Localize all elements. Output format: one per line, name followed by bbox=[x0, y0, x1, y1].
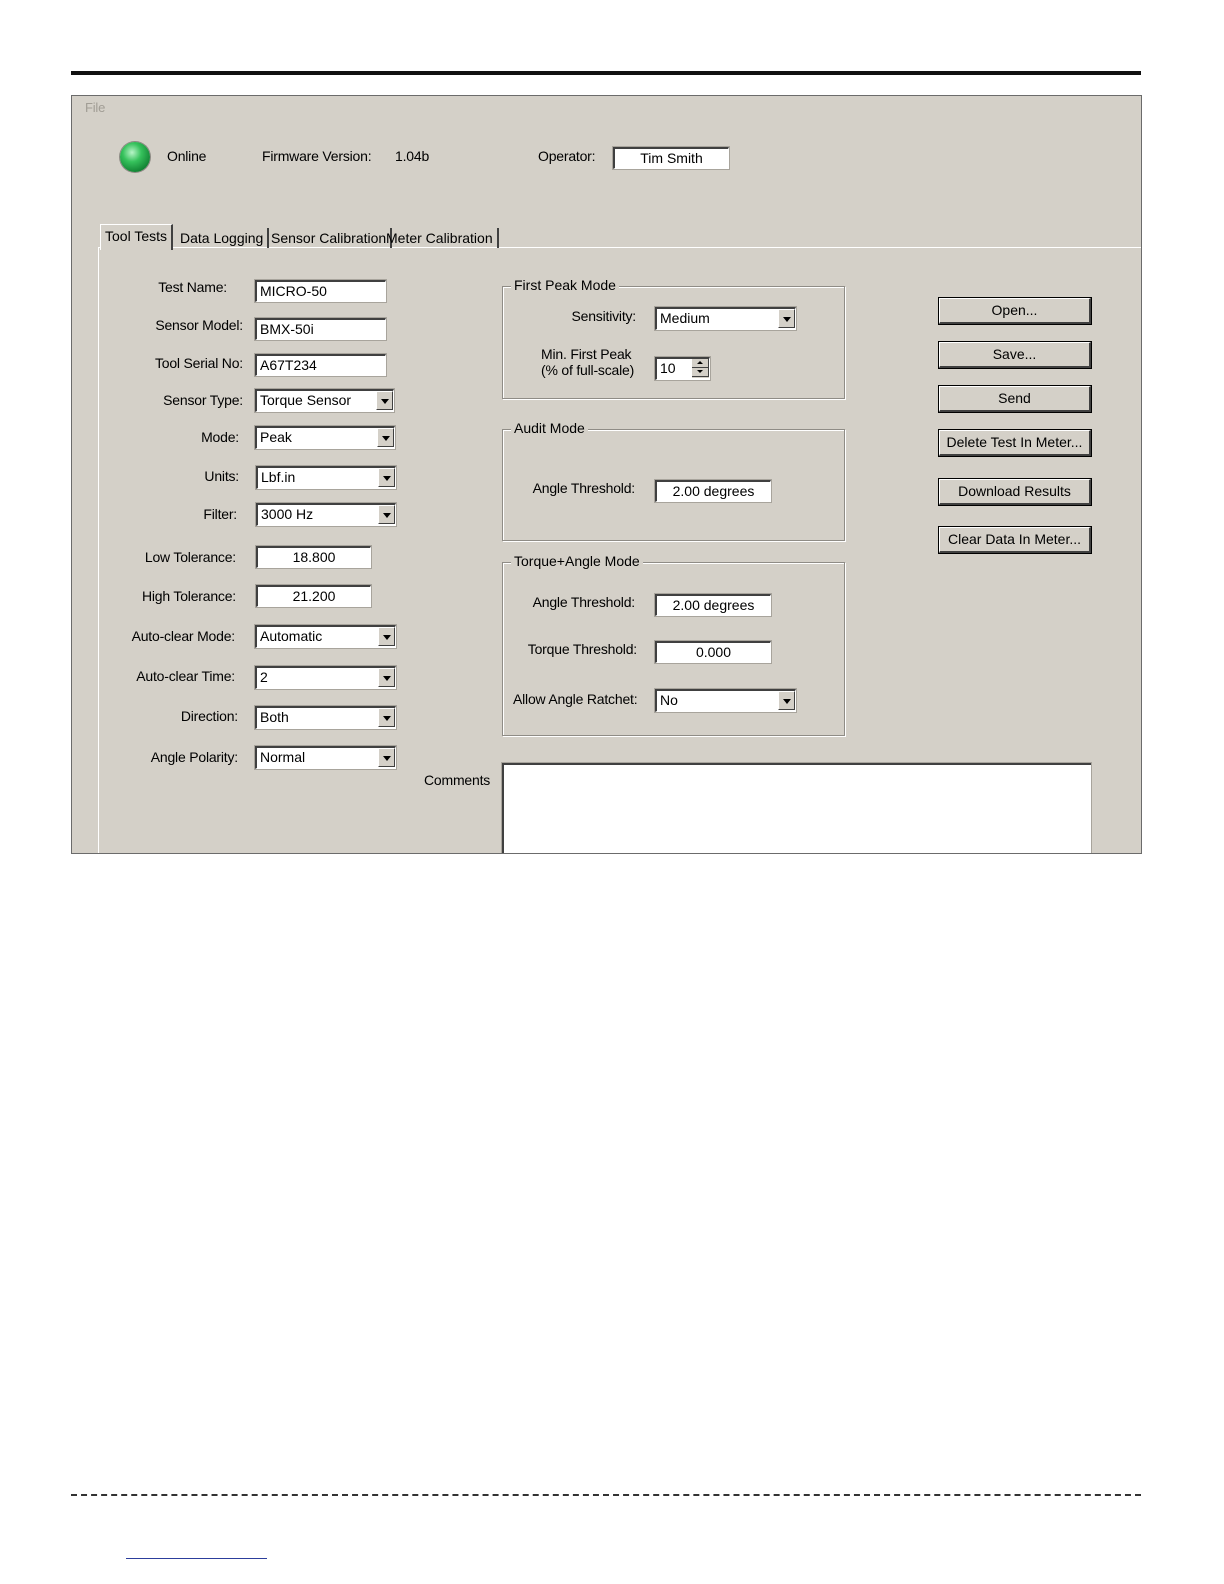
autoclear-mode-select[interactable] bbox=[255, 625, 396, 648]
send-button[interactable]: Send bbox=[939, 386, 1091, 412]
firmware-value: 1.04b bbox=[395, 148, 430, 164]
top-rule bbox=[71, 71, 1141, 75]
status-online-label: Online bbox=[167, 148, 207, 164]
save-button[interactable]: Save... bbox=[939, 342, 1091, 368]
firmware-label: Firmware Version: bbox=[262, 148, 372, 164]
units-label: Units: bbox=[204, 468, 239, 484]
min-first-peak-label: Min. First Peak bbox=[541, 346, 632, 362]
angle-polarity-label: Angle Polarity: bbox=[150, 749, 238, 765]
torque-angle-threshold-label: Angle Threshold: bbox=[532, 594, 635, 610]
min-first-peak-sublabel: (% of full-scale) bbox=[541, 362, 635, 378]
comments-textarea[interactable] bbox=[502, 763, 1091, 854]
tab-meter-calibration[interactable]: Meter Calibration bbox=[382, 228, 499, 248]
dropdown-arrow-icon[interactable] bbox=[778, 691, 795, 710]
dropdown-arrow-icon[interactable] bbox=[378, 668, 395, 687]
high-tolerance-label: High Tolerance: bbox=[141, 588, 236, 604]
sensor-type-label: Sensor Type: bbox=[163, 392, 243, 408]
autoclear-time-value: 2 bbox=[260, 669, 268, 685]
autoclear-time-select[interactable] bbox=[255, 666, 396, 689]
direction-label: Direction: bbox=[180, 708, 238, 724]
sensitivity-label: Sensitivity: bbox=[571, 308, 636, 324]
torque-angle-mode-title: Torque+Angle Mode bbox=[511, 553, 643, 569]
mode-select[interactable] bbox=[255, 426, 395, 449]
test-name-input[interactable]: MICRO-50 bbox=[255, 280, 386, 302]
dropdown-arrow-icon[interactable] bbox=[377, 428, 394, 447]
test-name-label: Test Name: bbox=[158, 279, 227, 295]
dashed-separator bbox=[71, 1494, 1141, 1496]
filter-label: Filter: bbox=[203, 506, 237, 522]
dropdown-arrow-icon[interactable] bbox=[378, 505, 395, 524]
clear-data-button[interactable]: Clear Data In Meter... bbox=[939, 527, 1091, 553]
operator-label: Operator: bbox=[538, 148, 596, 164]
units-select[interactable] bbox=[256, 466, 396, 489]
sensor-model-input[interactable]: BMX-50i bbox=[255, 318, 386, 340]
angle-polarity-select[interactable] bbox=[255, 746, 396, 769]
dropdown-arrow-icon[interactable] bbox=[376, 391, 393, 410]
sensitivity-value: Medium bbox=[660, 310, 710, 326]
tab-tool-tests[interactable]: Tool Tests bbox=[100, 224, 173, 250]
filter-select[interactable] bbox=[256, 503, 396, 526]
footer-link-underline bbox=[126, 1558, 267, 1559]
allow-angle-ratchet-value: No bbox=[660, 692, 678, 708]
dropdown-arrow-icon[interactable] bbox=[378, 748, 395, 767]
tool-serial-input[interactable]: A67T234 bbox=[255, 354, 386, 376]
mode-label: Mode: bbox=[201, 429, 239, 445]
mode-value: Peak bbox=[260, 429, 292, 445]
menu-file[interactable]: File bbox=[85, 100, 106, 115]
min-first-peak-value: 10 bbox=[660, 360, 676, 376]
tool-serial-label: Tool Serial No: bbox=[154, 355, 243, 371]
high-tolerance-input[interactable]: 21.200 bbox=[256, 585, 371, 607]
low-tolerance-label: Low Tolerance: bbox=[144, 549, 236, 565]
delete-test-button[interactable]: Delete Test In Meter... bbox=[939, 430, 1091, 456]
low-tolerance-input[interactable]: 18.800 bbox=[256, 546, 371, 568]
tab-data-logging[interactable]: Data Logging bbox=[176, 228, 269, 248]
sensitivity-select[interactable] bbox=[655, 307, 796, 330]
spinner-up-icon[interactable] bbox=[692, 359, 709, 368]
torque-threshold-input[interactable]: 0.000 bbox=[655, 641, 771, 663]
audit-mode-title: Audit Mode bbox=[511, 420, 588, 436]
filter-value: 3000 Hz bbox=[261, 506, 314, 522]
audit-angle-threshold-label: Angle Threshold: bbox=[532, 480, 635, 496]
first-peak-mode-group bbox=[502, 277, 845, 399]
dropdown-arrow-icon[interactable] bbox=[778, 309, 795, 328]
spinner-arrows-icon[interactable] bbox=[691, 359, 709, 378]
angle-polarity-value: Normal bbox=[260, 749, 306, 765]
tab-sensor-calibration[interactable]: Sensor Calibration bbox=[267, 228, 392, 248]
dropdown-arrow-icon[interactable] bbox=[378, 708, 395, 727]
sensor-type-value: Torque Sensor bbox=[260, 392, 352, 408]
audit-angle-threshold-input[interactable]: 2.00 degrees bbox=[655, 480, 771, 502]
units-value: Lbf.in bbox=[261, 469, 296, 485]
open-button[interactable]: Open... bbox=[939, 298, 1091, 324]
min-first-peak-spinner[interactable] bbox=[655, 357, 710, 380]
allow-angle-ratchet-select[interactable] bbox=[655, 689, 796, 712]
operator-field[interactable]: Tim Smith bbox=[613, 147, 729, 169]
autoclear-time-label: Auto-clear Time: bbox=[136, 668, 235, 684]
autoclear-mode-value: Automatic bbox=[260, 628, 323, 644]
comments-label: Comments bbox=[424, 772, 491, 788]
direction-select[interactable] bbox=[255, 706, 396, 729]
dropdown-arrow-icon[interactable] bbox=[378, 468, 395, 487]
allow-angle-ratchet-label: Allow Angle Ratchet: bbox=[513, 691, 638, 707]
sensor-type-select[interactable] bbox=[255, 389, 394, 412]
status-led-icon bbox=[120, 142, 150, 172]
torque-threshold-label: Torque Threshold: bbox=[527, 641, 637, 657]
sensor-model-label: Sensor Model: bbox=[155, 317, 243, 333]
torque-angle-threshold-input[interactable]: 2.00 degrees bbox=[655, 594, 771, 616]
direction-value: Both bbox=[260, 709, 289, 725]
dropdown-arrow-icon[interactable] bbox=[378, 627, 395, 646]
autoclear-mode-label: Auto-clear Mode: bbox=[131, 628, 235, 644]
app-window bbox=[71, 95, 1142, 854]
first-peak-mode-title: First Peak Mode bbox=[511, 277, 619, 293]
spinner-down-icon[interactable] bbox=[692, 368, 709, 377]
download-results-button[interactable]: Download Results bbox=[939, 479, 1091, 505]
